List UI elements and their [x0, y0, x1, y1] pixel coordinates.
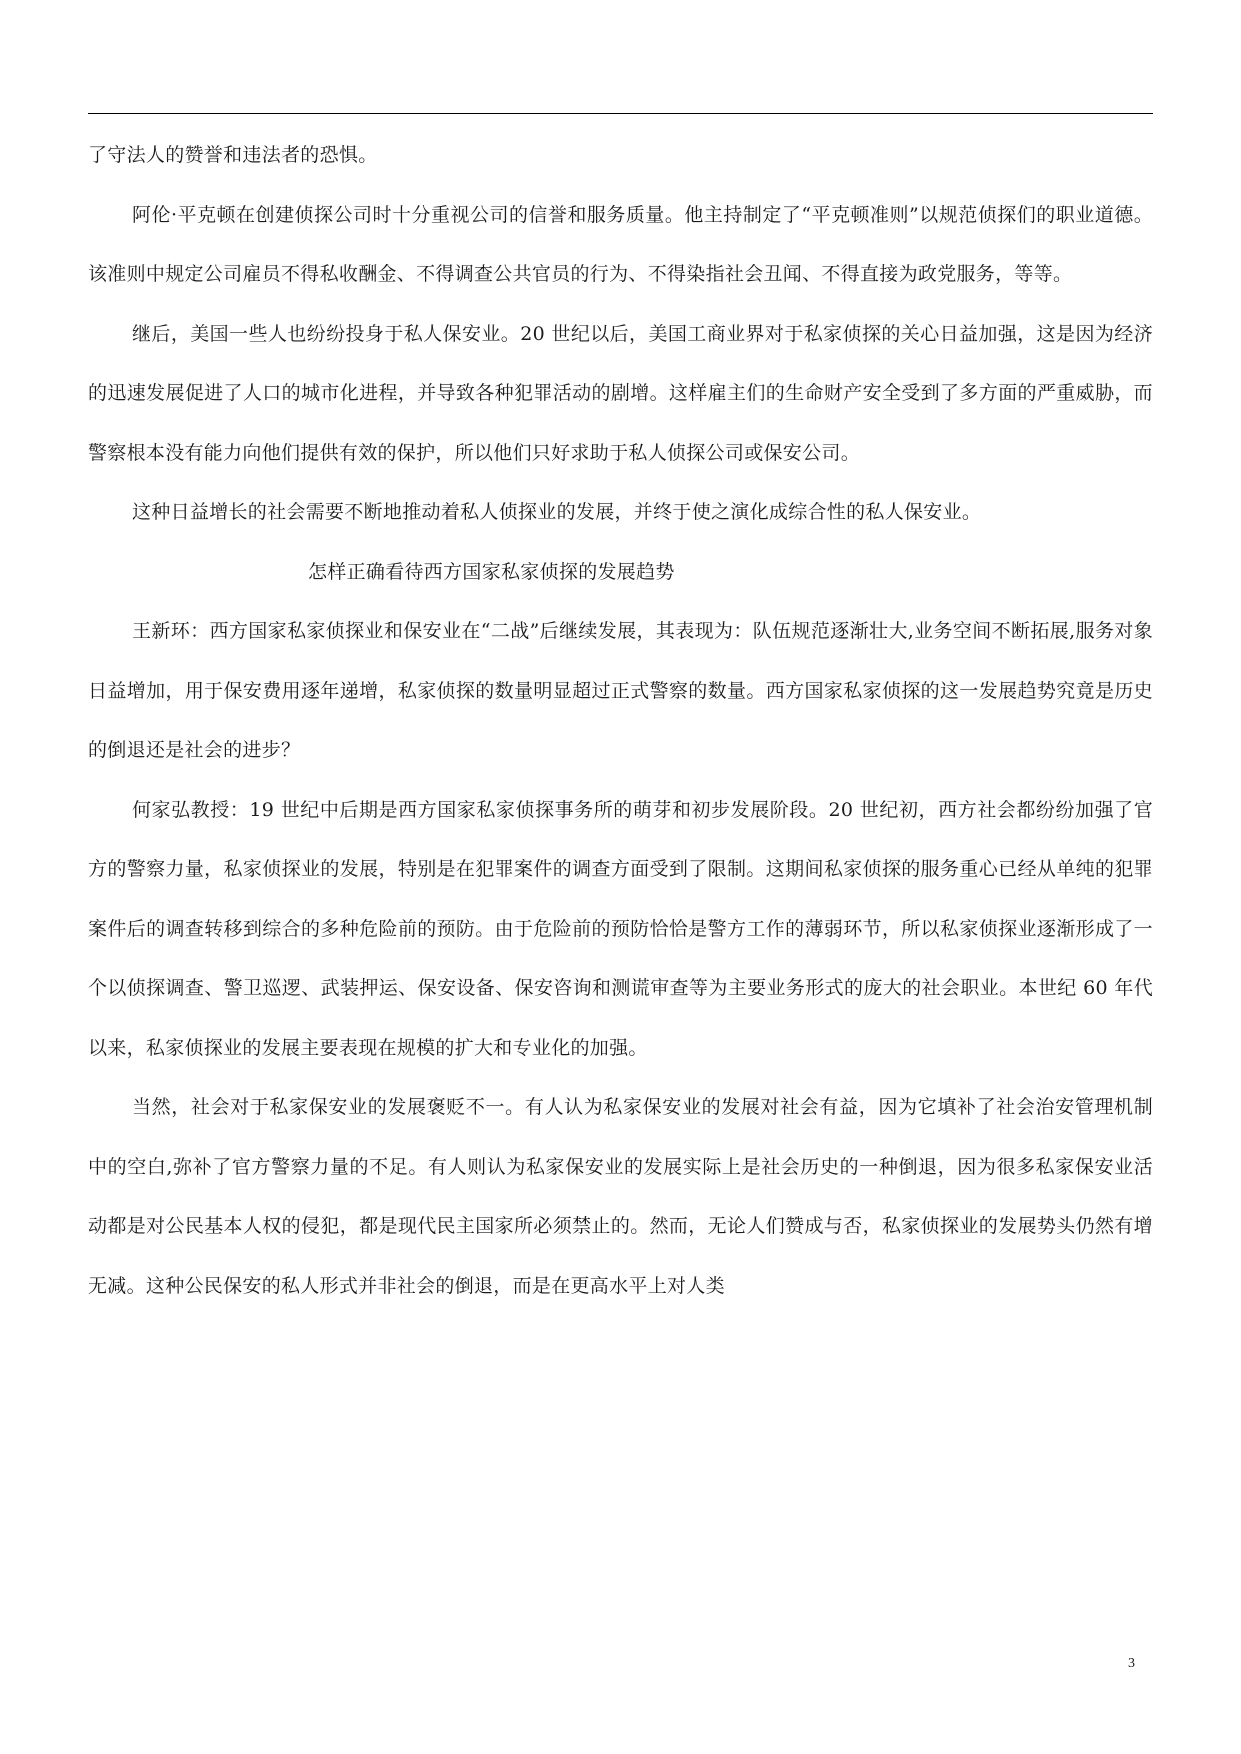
page-number: 3 [1128, 1656, 1135, 1671]
paragraph: 了守法人的赞誉和违法者的恐惧。 [88, 144, 378, 166]
paragraph: 阿伦·平克顿在创建侦探公司时十分重视公司的信誉和服务质量。他主持制定了“平克顿准则”以规范侦探们的职业道德。该准则中规定公司雇员不得私收酬金、不得调查公共官员的行为、不得染指社会丑闻、不得直接为政党服务，等等。 [88, 203, 1153, 285]
document-body [88, 126, 1153, 1316]
paragraph: 王新环：西方国家私家侦探业和保安业在“二战”后继续发展，其表现为：队伍规范逐渐壮大,业务空间不断拓展,服务对象日益增加，用于保安费用逐年递增，私家侦探的数量明显超过正式警察的数量。西方国家私家侦探的这一发展趋势究竟是历史的倒退还是社会的进步？ [88, 620, 1153, 761]
section-heading: 怎样正确看待西方国家私家侦探的发展趋势 [308, 560, 675, 583]
header-rule [88, 113, 1153, 114]
paragraph: 当然，社会对于私家保安业的发展褒贬不一。有人认为私家保安业的发展对社会有益，因为它填补了社会治安管理机制中的空白,弥补了官方警察力量的不足。有人则认为私家保安业的发展实际上是社会历史的一种倒退，因为很多私家保安业活动都是对公民基本人权的侵犯，都是现代民主国家所必须禁止的。然而，无论人们赞成与否，私家侦探业的发展势头仍然有增无减。这种公民保安的私人形式并非社会的倒退，而是在更高水平上对人类 [88, 1096, 1153, 1297]
paragraph: 何家弘教授：19 世纪中后期是西方国家私家侦探事务所的萌芽和初步发展阶段。20 世纪初，西方社会都纷纷加强了官方的警察力量，私家侦探业的发展，特别是在犯罪案件的调查方面受到了限制。这期间私家侦探的服务重心已经从单纯的犯罪案件后的调查转移到综合的多种危险前的预防。由于危险前的预防恰恰是警方工作的薄弱环节，所以私家侦探业逐渐形成了一个以侦探调查、警卫巡逻、武装押运、保安设备、保安咨询和测谎审查等为主要业务形式的庞大的社会职业。本世纪 60 年代以来，私家侦探业的发展主要表现在规模的扩大和专业化的加强。 [88, 798, 1153, 1059]
paragraph: 继后，美国一些人也纷纷投身于私人保安业。20 世纪以后，美国工商业界对于私家侦探的关心日益加强，这是因为经济的迅速发展促进了人口的城市化进程，并导致各种犯罪活动的剧增。这样雇主们的生命财产安全受到了多方面的严重威胁，而警察根本没有能力向他们提供有效的保护，所以他们只好求助于私人侦探公司或保安公司。 [88, 322, 1153, 464]
paragraph: 这种日益增长的社会需要不断地推动着私人侦探业的发展，并终于使之演化成综合性的私人保安业。 [132, 501, 982, 523]
